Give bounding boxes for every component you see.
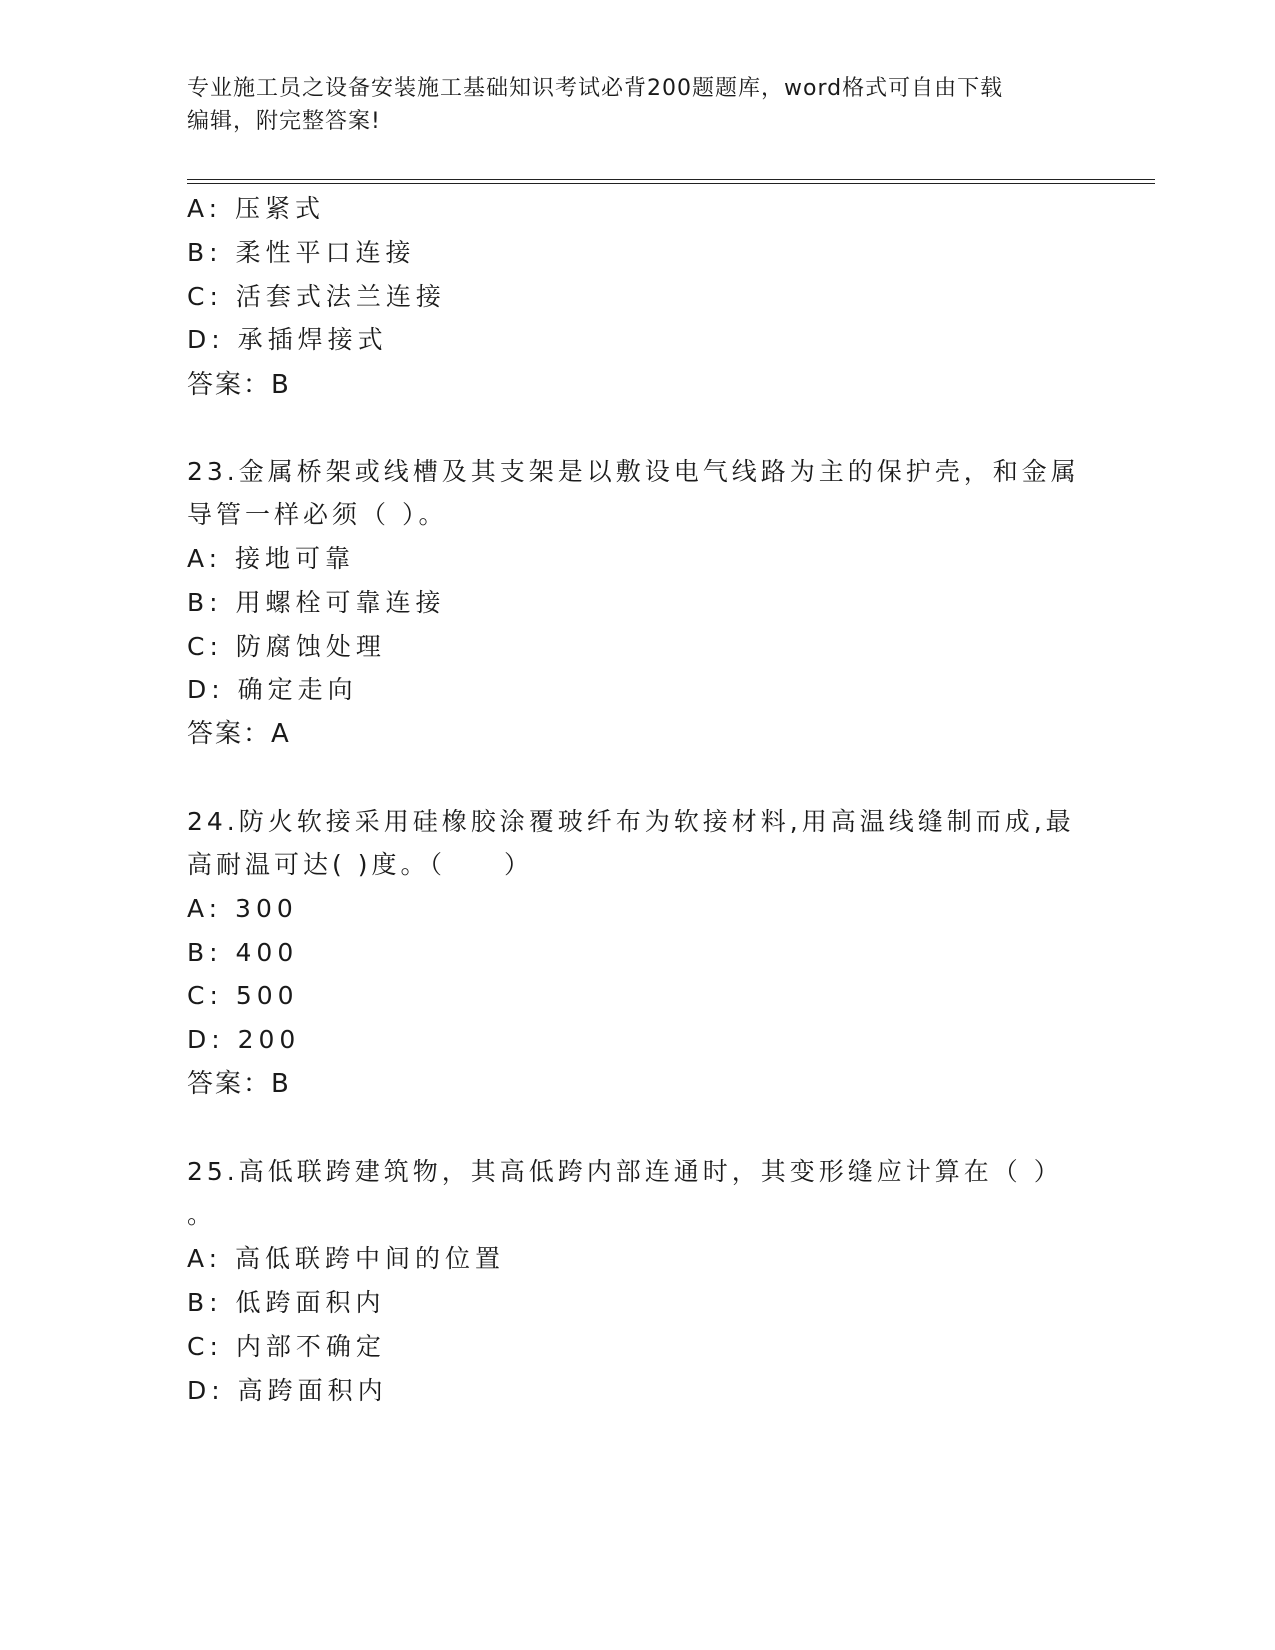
document-header [187,72,1087,138]
q25-option-c: C: 内部不确定 [187,1332,386,1361]
q25-option-b: B: 低跨面积内 [187,1288,386,1317]
header-divider-bottom [187,183,1155,184]
header-line-2: 编辑，附完整答案! [187,109,381,134]
q22-option-b: B: 柔性平口连接 [187,238,416,267]
q23-option-d: D: 确定走向 [187,675,358,704]
q24-stem-line-1: 24.防火软接采用硅橡胶涂覆玻纤布为软接材料,用高温线缝制而成,最 [187,807,1075,836]
q25-option-d: D: 高跨面积内 [187,1376,388,1405]
q22-option-d: D: 承插焊接式 [187,325,388,354]
q23-option-a: A: 接地可靠 [187,544,356,573]
q23-option-c: C: 防腐蚀处理 [187,632,386,661]
q23-stem-line-1: 23.金属桥架或线槽及其支架是以敷设电气线路为主的保护壳，和金属 [187,457,1080,486]
q22-answer: 答案：B [187,370,291,400]
q24-answer: 答案：B [187,1069,291,1099]
q22-option-c: C: 活套式法兰连接 [187,282,446,311]
header-line-1: 专业施工员之设备安装施工基础知识考试必背200题题库，word格式可自由下载 [187,76,1004,101]
q24-option-a: A: 300 [187,894,298,923]
q24-stem-line-2: 高耐温可达( )度。（ ） [187,850,533,879]
q24-option-d: D: 200 [187,1025,301,1054]
q24-option-c: C: 500 [187,981,299,1010]
q23-option-b: B: 用螺栓可靠连接 [187,588,446,617]
header-divider-top [187,179,1155,180]
q24-option-b: B: 400 [187,938,299,967]
q23-stem-line-2: 导管一样必须（ ）。 [187,500,448,529]
q25-option-a: A: 高低联跨中间的位置 [187,1244,506,1273]
q23-answer: 答案：A [187,719,291,749]
q25-stem-line-1: 25.高低联跨建筑物，其高低跨内部连通时，其变形缝应计算在（ ） [187,1157,1063,1186]
q25-stem-line-2: 。 [187,1200,217,1229]
q22-option-a: A: 压紧式 [187,194,326,223]
